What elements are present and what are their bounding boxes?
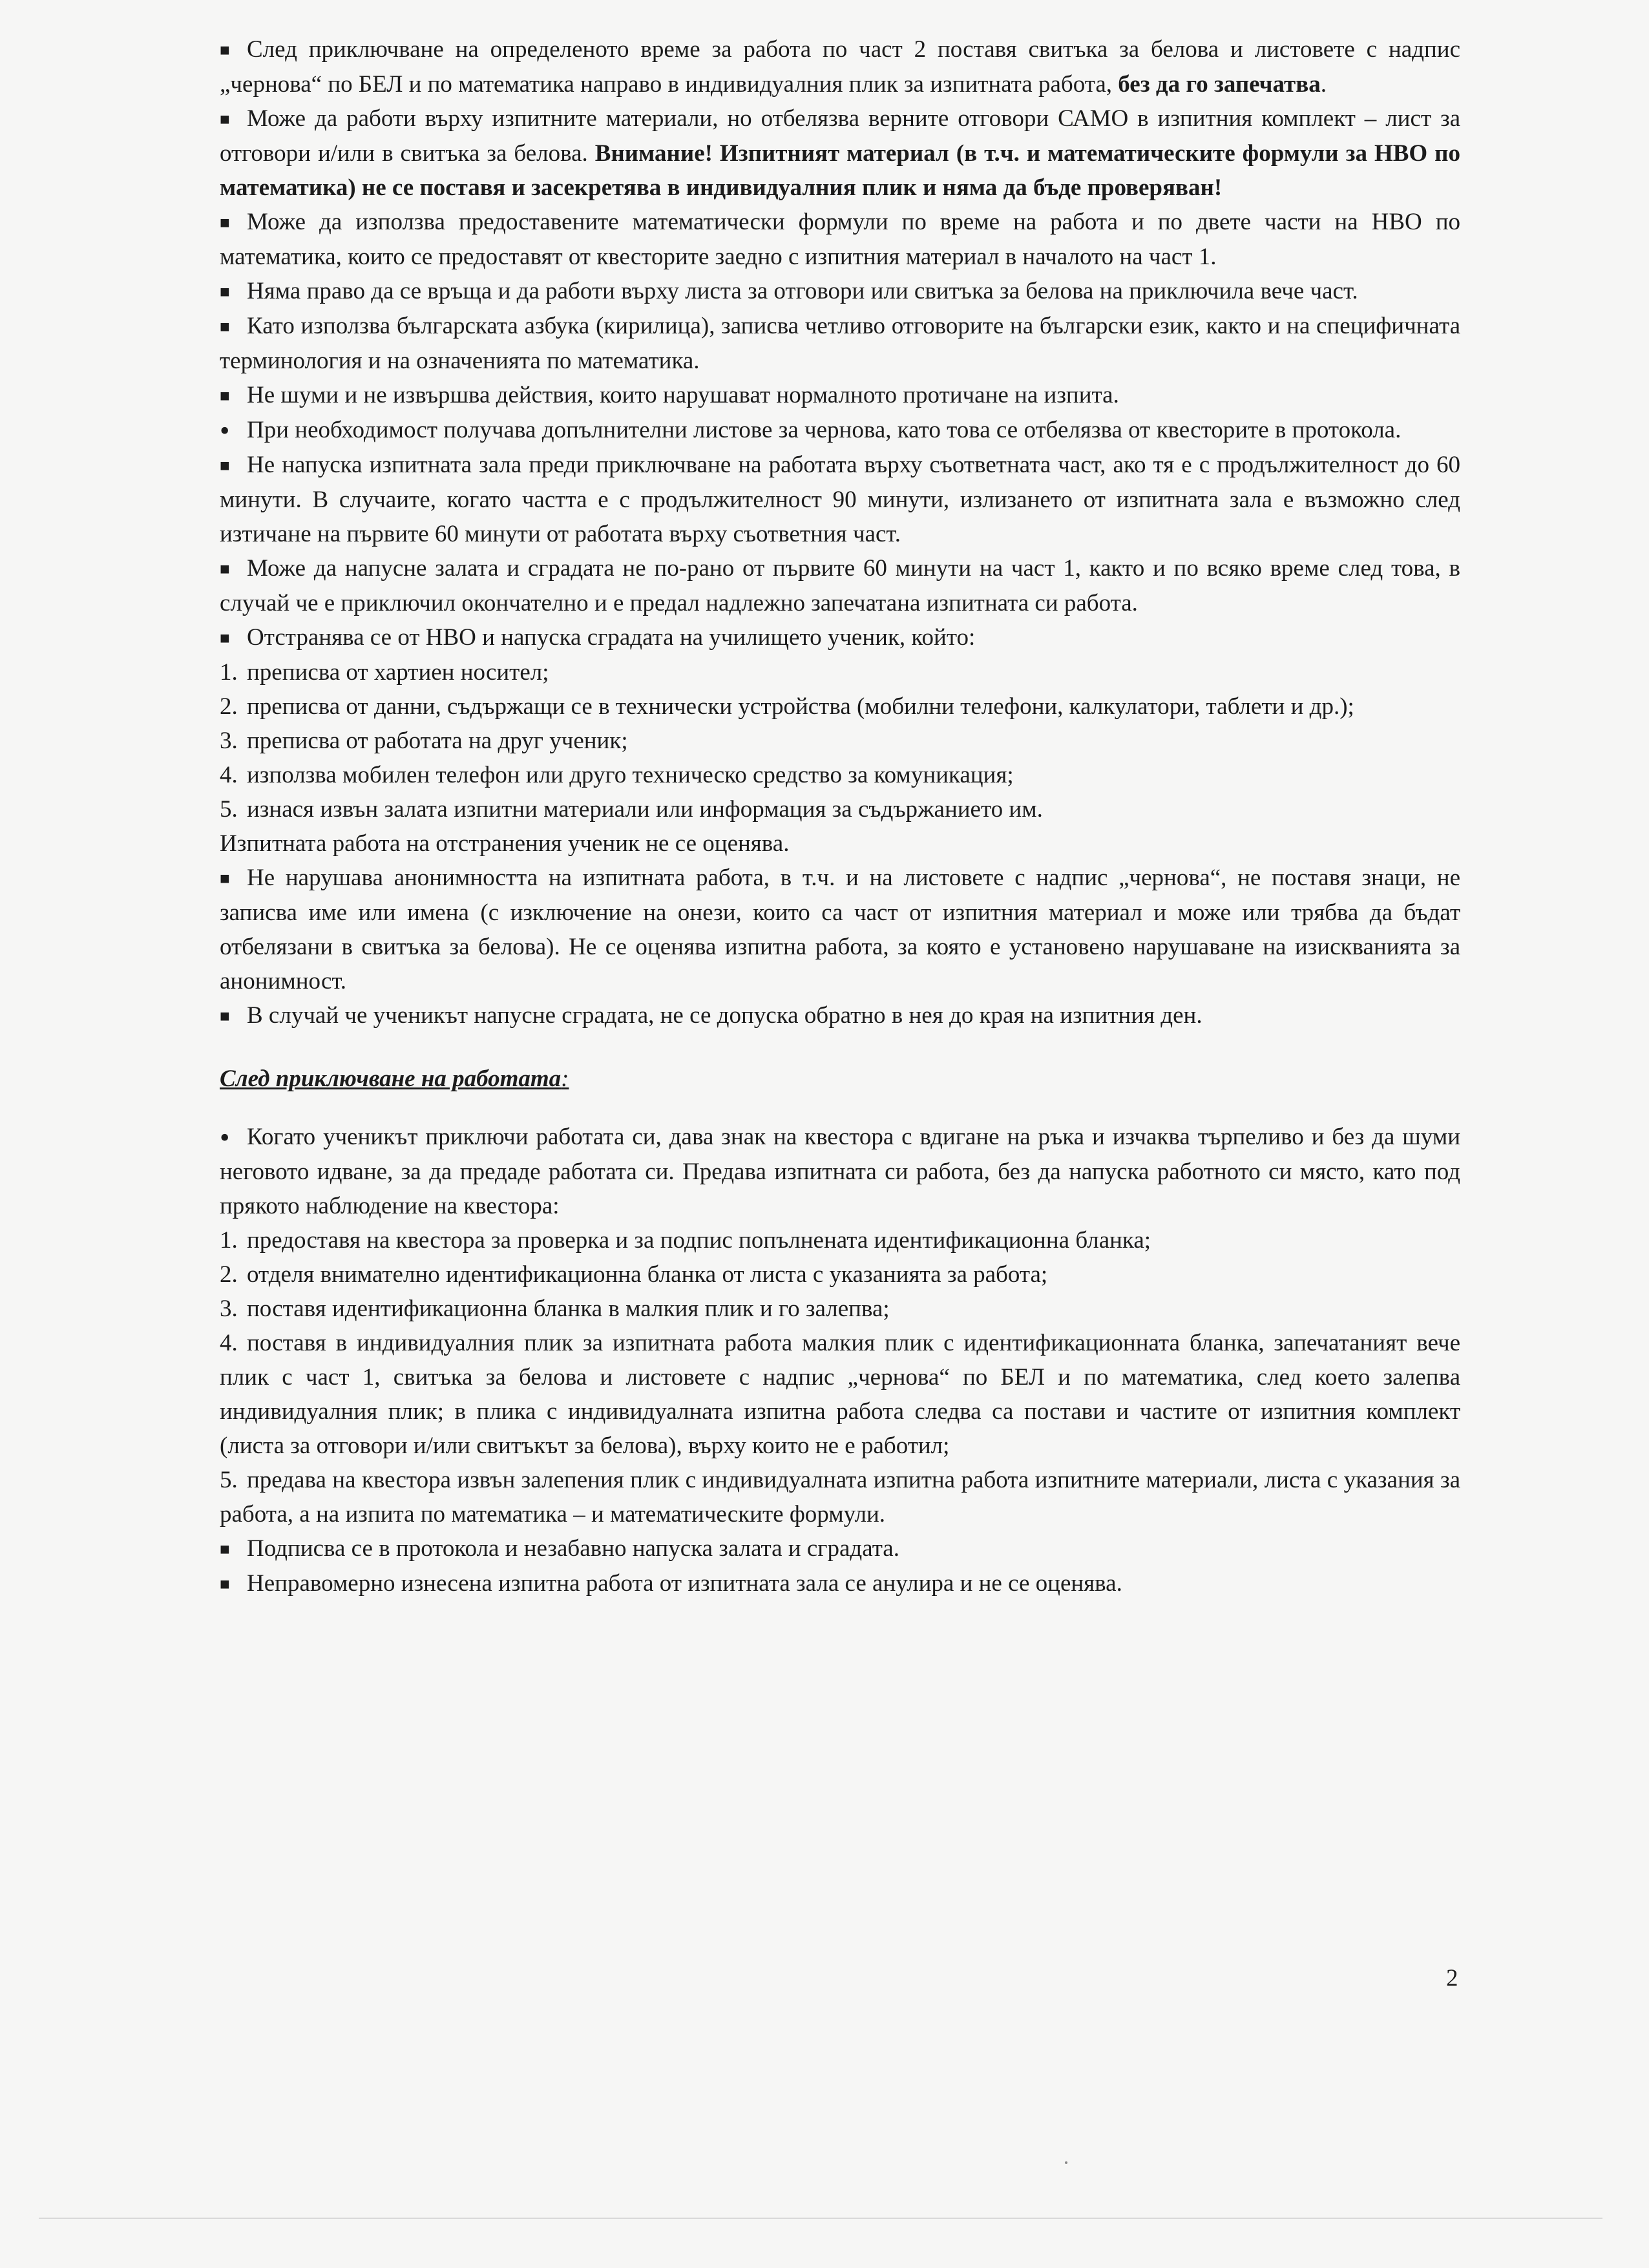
list-item: 5. изнася извън залата изпитни материали или информация за съдържанието им. bbox=[220, 796, 1043, 823]
rule-3: ■ Може да използва предоставените математически формули по време на работа и по двете части на НВО по математика, които се предоставят от квесторите заедно с изпитния материал в началото на част 1. bbox=[220, 205, 1460, 274]
list-item: 1. преписва от хартиен носител; bbox=[220, 659, 549, 686]
removal-note: Изпитната работа на отстранения ученик не се оценява. bbox=[220, 830, 790, 857]
square-bullet-icon: ■ bbox=[220, 560, 230, 578]
document-body bbox=[220, 32, 1460, 1601]
square-bullet-icon: ■ bbox=[220, 456, 230, 475]
square-bullet-icon: ■ bbox=[220, 110, 230, 129]
list-item: 4. поставя в индивидуалния плик за изпитната работа малкия плик с идентификационната бланка, запечатаният вече плик с част 1, свитъка за белова и листовете с надпис „чернова“ по БЕЛ и по математика, след което залепва индивидуалния плик; в плика с индивидуалната изпитна работа следва са постави и частите от изпитния комплект (листа за отговори и/или свитъкът за белова), върху които не е работил; bbox=[220, 1330, 1460, 1459]
list-item: 2. преписва от данни, съдържащи се в технически устройства (мобилни телефони, калкулатори, таблети и др.); bbox=[220, 693, 1354, 720]
list-item: 2. отделя внимателно идентификационна бланка от листа с указанията за работа; bbox=[220, 1261, 1048, 1288]
rule-2: ■ Може да работи върху изпитните материали, но отбелязва верните отговори САМО в изпитния комплект – лист за отговори и/или в свитъка за белова. Внимание! Изпитният материал (в т.ч. и математическите формули за НВО по математика) не се поставя и засекретява в индивидуалния плик и няма да бъде проверяван! bbox=[220, 101, 1460, 205]
square-bullet-icon: ■ bbox=[220, 629, 230, 647]
list-item: 1. предоставя на квестора за проверка и за подпис попълнената идентификационна бланка; bbox=[220, 1227, 1151, 1254]
rule-12: ■ В случай че ученикът напусне сградата, не се допуска обратно в нея до края на изпитния ден. bbox=[220, 998, 1460, 1033]
rule-6: ■ Не шуми и не извършва действия, които нарушават нормалното протичане на изпита. bbox=[220, 378, 1460, 413]
rule-8: ■ Не напуска изпитната зала преди приключване на работата върху съответната част, ако тя е с продължителност до 60 минути. В случаите, когато частта е с продължителност 90 минути, излизането от изпитната зала е възможно след изтичане на първите 60 минути от работата върху съответния част. bbox=[220, 448, 1460, 551]
list-item: 5. предава на квестора извън залепения плик с индивидуалната изпитна работа изпитните материали, листа с указания за работа, а на изпита по математика – и математическите формули. bbox=[220, 1467, 1460, 1528]
rule-9: ■ Може да напусне залата и сградата не по-рано от първите 60 минути на част 1, както и по всяко време след това, в случай че е приключил окончателно и е предал надлежно запечатана изпитната си работа. bbox=[220, 551, 1460, 620]
square-bullet-icon: ■ bbox=[220, 869, 230, 888]
list-item: 3. преписва от работата на друг ученик; bbox=[220, 728, 628, 754]
square-bullet-icon: ■ bbox=[220, 282, 230, 301]
section-heading: След приключване на работата: bbox=[220, 1066, 569, 1092]
final-rule-2: ■ Неправомерно изнесена изпитна работа от изпитната зала се анулира и не се оценява. bbox=[220, 1566, 1460, 1601]
rule-7: • При необходимост получава допълнителни листове за чернова, като това се отбелязва от квесторите в протокола. bbox=[220, 415, 1402, 446]
list-item: 3. поставя идентификационна бланка в малкия плик и го залепва; bbox=[220, 1296, 890, 1322]
after-intro: • Когато ученикът приключи работата си, дава знак на квестора с вдигане на ръка и изчаква търпеливо и без да шуми неговото идване, за да предаде работата си. Предава изпитната си работа, без да напуска работното си място, като под прякото наблюдение на квестора: bbox=[220, 1122, 1460, 1219]
square-bullet-icon: ■ bbox=[220, 317, 230, 336]
list-item: 4. използва мобилен телефон или друго техническо средство за комуникация; bbox=[220, 762, 1014, 788]
rule-11: ■ Не нарушава анонимността на изпитната работа, в т.ч. и на листовете с надпис „чернова“, не поставя знаци, не записва име или имена (с изключение на онези, които са част от изпитния материал и може или трябва да бъдат отбелязани в свитъка за белова). Не се оценява изпитна работа, за която е установено нарушаване на изискванията за анонимност. bbox=[220, 861, 1460, 998]
rule-10: ■ Отстранява се от НВО и напуска сградата на училището ученик, който: bbox=[220, 620, 1460, 655]
square-bullet-icon: ■ bbox=[220, 1575, 230, 1593]
square-bullet-icon: ■ bbox=[220, 41, 230, 59]
final-rule-1: ■ Подписва се в протокола и незабавно напуска залата и сградата. bbox=[220, 1531, 1460, 1566]
rule-4: ■ Няма право да се връща и да работи върху листа за отговори или свитъка за белова на приключила вече част. bbox=[220, 274, 1460, 309]
square-bullet-icon: ■ bbox=[220, 1540, 230, 1559]
round-bullet-icon: • bbox=[220, 1122, 230, 1153]
scan-speck bbox=[1065, 2161, 1067, 2164]
page-number: 2 bbox=[1446, 1965, 1458, 1991]
scan-edge-line bbox=[39, 2218, 1602, 2219]
rule-5: ■ Като използва българската азбука (кирилица), записва четливо отговорите на български език, както и на специфичната терминология и на означенията по математика. bbox=[220, 309, 1460, 378]
rule-1: ■ След приключване на определеното време за работа по част 2 поставя свитъка за белова и листовете с надпис „чернова“ по БЕЛ и по математика направо в индивидуалния плик за изпитната работа, без да го запечатва. bbox=[220, 32, 1460, 101]
square-bullet-icon: ■ bbox=[220, 213, 230, 232]
square-bullet-icon: ■ bbox=[220, 1007, 230, 1025]
round-bullet-icon: • bbox=[220, 415, 230, 446]
square-bullet-icon: ■ bbox=[220, 386, 230, 405]
